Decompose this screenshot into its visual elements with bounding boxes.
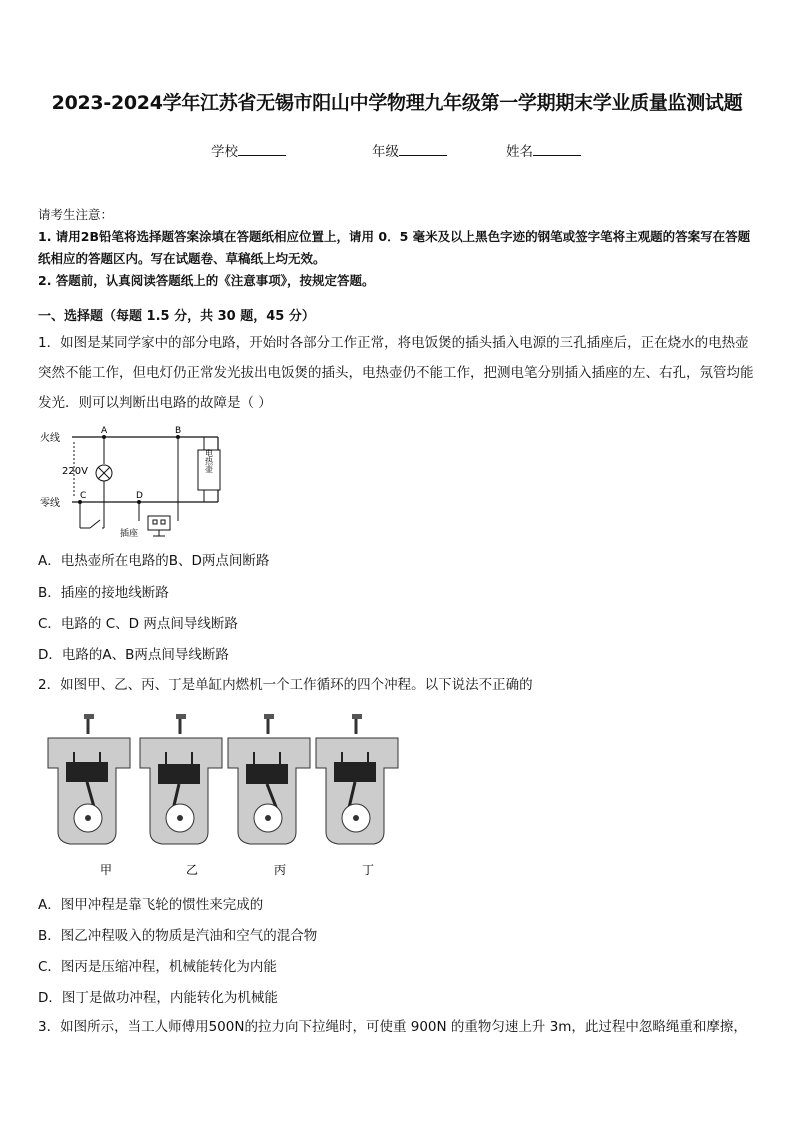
school-label: 学校 <box>211 144 238 160</box>
neutral-wire-label: 零线 <box>40 498 60 509</box>
engine-stroke-jia <box>48 714 130 844</box>
q1-circuit-figure <box>38 424 238 542</box>
page-title: 2023-2024学年江苏省无锡市阳山中学物理九年级第一学期期末学业质量监测试题 <box>51 92 743 114</box>
socket-label: 插座 <box>120 529 139 539</box>
point-c-label: C <box>80 491 87 501</box>
exam-notes <box>38 204 762 292</box>
q1-option-b: B．插座的接地线断路 <box>38 585 169 601</box>
q2-option-c: C．图丙是压缩冲程，机械能转化为内能 <box>38 959 277 975</box>
school-field <box>211 140 286 160</box>
q1-option-a: A．电热壶所在电路的B、D两点间断路 <box>38 553 270 569</box>
kettle-label: 电热壶 <box>204 449 214 473</box>
engine-stroke-bing <box>228 714 310 844</box>
school-blank <box>238 143 286 156</box>
name-field <box>506 140 581 160</box>
engine-stroke-ding <box>316 714 398 844</box>
q2-stem: 2．如图甲、乙、丙、丁是单缸内燃机一个工作循环的四个冲程。以下说法不正确的 <box>38 677 533 693</box>
q1-option-d: D．电路的A、B两点间导线断路 <box>38 647 229 663</box>
q1-stem: 1．如图是某同学家中的部分电路，开始时各部分工作正常，将电饭煲的插头插入电源的三孔插座后，正在烧水的电热壶突然不能工作，但电灯仍正常发光拔出电饭煲的插头，电热壶仍不能工作，把测电笔分别插入插座的左、右孔，氖管均能发光．则可以判断出电路的故障是（ ） <box>38 335 754 411</box>
notes-head: 请考生注意： <box>38 207 114 222</box>
grade-blank <box>399 143 447 156</box>
q2-option-d: D．图丁是做功冲程，内能转化为机械能 <box>38 990 278 1006</box>
engine-label-yi: 乙 <box>185 863 199 877</box>
q1-option-c: C．电路的 C、D 两点间导线断路 <box>38 616 238 632</box>
voltage-label: 220V <box>62 466 88 477</box>
switch-icon <box>90 520 100 528</box>
point-d-label: D <box>136 491 143 501</box>
socket-icon <box>148 516 170 530</box>
grade-label: 年级 <box>372 144 399 160</box>
notes-line-2: 2. 答题前，认真阅读答题纸上的《注意事项》，按规定答题。 <box>38 273 375 288</box>
engine-stroke-yi <box>140 714 222 844</box>
engine-label-bing: 丙 <box>273 863 287 877</box>
q2-option-b: B．图乙冲程吸入的物质是汽油和空气的混合物 <box>38 928 318 944</box>
name-label: 姓名 <box>506 144 533 160</box>
q3-stem: 3．如图所示，当工人师傅用500N的拉力向下拉绳时，可使重 900N 的重物匀速上升 3m，此过程中忽略绳重和摩擦， <box>38 1019 747 1035</box>
live-wire-label: 火线 <box>40 433 60 444</box>
q2-option-a: A．图甲冲程是靠飞轮的惯性来完成的 <box>38 897 264 913</box>
name-blank <box>533 143 581 156</box>
engine-label-ding: 丁 <box>361 863 375 877</box>
point-a-label: A <box>101 426 108 436</box>
q2-engine-figure <box>44 712 404 882</box>
engine-label-jia: 甲 <box>99 863 113 877</box>
grade-field <box>372 140 447 160</box>
section-heading: 一、选择题（每题 1.5 分，共 30 题，45 分） <box>38 309 315 324</box>
notes-line-1: 1. 请用2B铅笔将选择题答案涂填在答题纸相应位置上，请用 0．5 毫米及以上黑色字迹的钢笔或签字笔将主观题的答案写在答题纸相应的答题区内。写在试题卷、草稿纸上均无效。 <box>38 229 751 266</box>
point-b-label: B <box>175 426 182 436</box>
